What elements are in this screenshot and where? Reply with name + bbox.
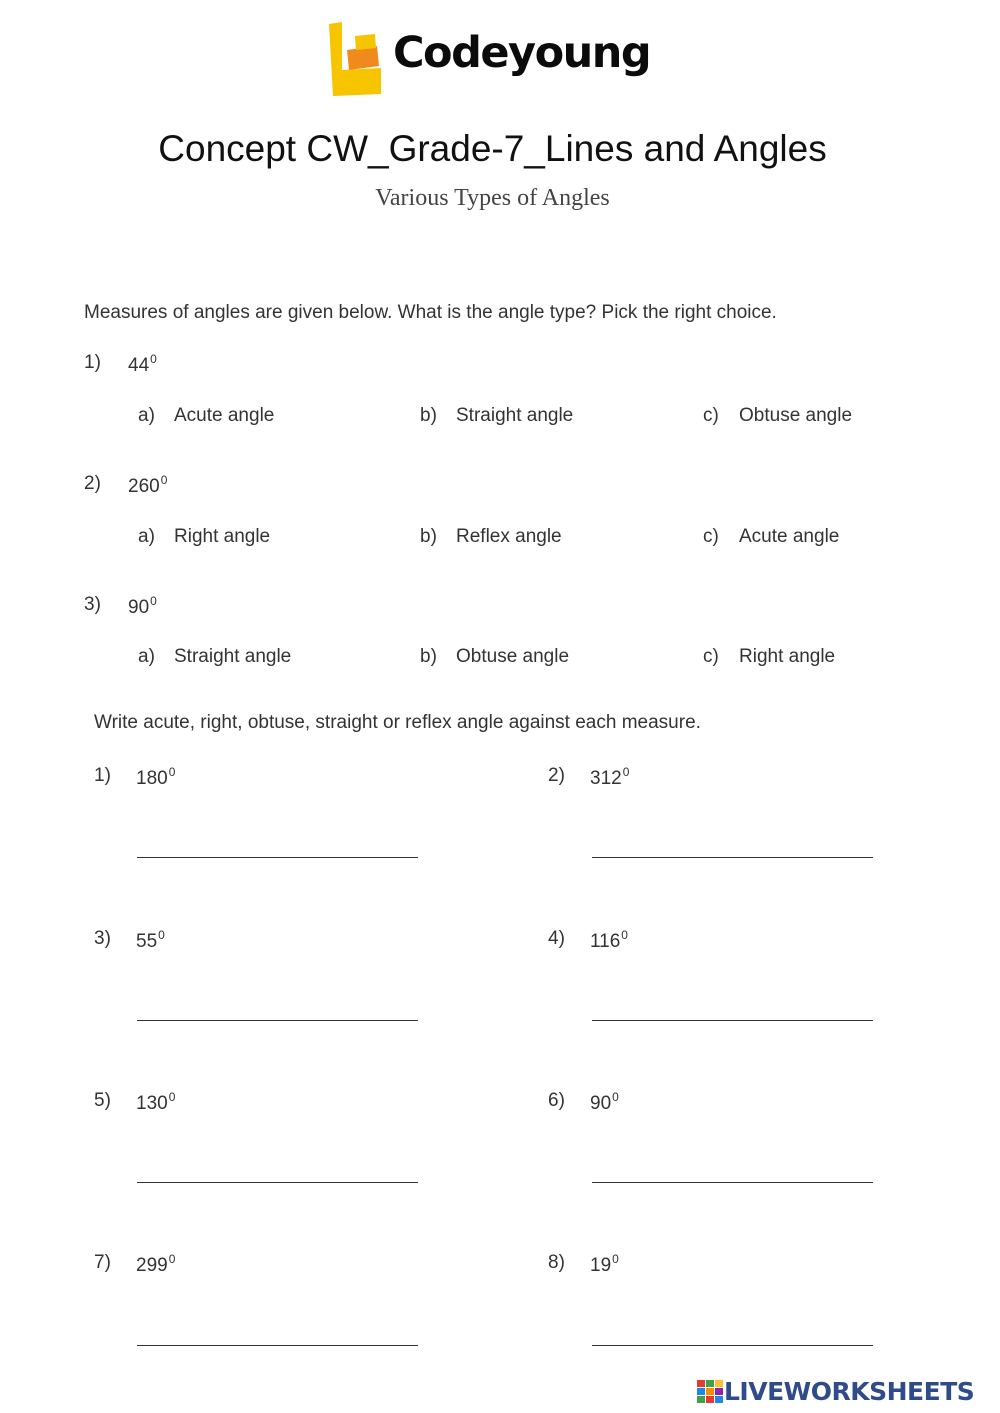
question-number: 2)	[548, 765, 565, 786]
answer-line[interactable]	[137, 857, 418, 858]
option-a[interactable]: a) Straight angle	[138, 646, 292, 667]
liveworksheets-text: LIVEWORKSHEETS	[724, 1377, 975, 1406]
option-a[interactable]: a) Right angle	[138, 526, 271, 547]
angle-measure: $19^0$	[590, 1252, 619, 1276]
angle-measure: $116^0$	[590, 928, 628, 952]
question-number: 3)	[84, 594, 101, 615]
angle-measure: $299^0$	[136, 1252, 176, 1276]
option-a[interactable]: a) Acute angle	[138, 405, 275, 426]
angle-measure: $260^0$	[128, 473, 168, 497]
option-c[interactable]: c) Obtuse angle	[703, 405, 853, 426]
option-b[interactable]: b) Straight angle	[420, 405, 574, 426]
liveworksheets-icon	[697, 1380, 723, 1404]
answer-line[interactable]	[592, 1345, 873, 1346]
question-number: 6)	[548, 1090, 565, 1111]
question-number: 1)	[94, 765, 111, 786]
brand-name: Codeyoung	[393, 28, 651, 78]
page-title: Concept CW_Grade-7_Lines and Angles	[158, 128, 827, 169]
question-number: 2)	[84, 473, 101, 494]
angle-measure: $312^0$	[590, 765, 630, 789]
mcq-instruction: Measures of angles are given below. What is the angle type? Pick the right choice.	[84, 302, 777, 323]
question-number: 8)	[548, 1252, 565, 1273]
question-number: 3)	[94, 928, 111, 949]
angle-measure: $130^0$	[136, 1090, 176, 1114]
option-c[interactable]: c) Acute angle	[703, 526, 840, 547]
angle-measure: $90^0$	[590, 1090, 619, 1114]
codeyoung-logo-icon	[325, 22, 385, 96]
answer-line[interactable]	[137, 1345, 418, 1346]
page-subtitle: Various Types of Angles	[375, 185, 610, 211]
angle-measure: $180^0$	[136, 765, 176, 789]
answer-line[interactable]	[137, 1182, 418, 1183]
angle-measure: $90^0$	[128, 594, 157, 618]
option-b[interactable]: b) Reflex angle	[420, 526, 562, 547]
question-number: 4)	[548, 928, 565, 949]
codeyoung-logo	[325, 22, 670, 102]
liveworksheets-logo	[697, 1376, 997, 1408]
write-instruction: Write acute, right, obtuse, straight or reflex angle against each measure.	[94, 712, 701, 733]
answer-line[interactable]	[592, 1020, 873, 1021]
answer-line[interactable]	[592, 857, 873, 858]
answer-line[interactable]	[592, 1182, 873, 1183]
option-b[interactable]: b) Obtuse angle	[420, 646, 570, 667]
question-number: 7)	[94, 1252, 111, 1273]
question-number: 5)	[94, 1090, 111, 1111]
answer-line[interactable]	[137, 1020, 418, 1021]
angle-measure: $44^0$	[128, 352, 157, 376]
option-c[interactable]: c) Right angle	[703, 646, 836, 667]
angle-measure: $55^0$	[136, 928, 165, 952]
question-number: 1)	[84, 352, 101, 373]
